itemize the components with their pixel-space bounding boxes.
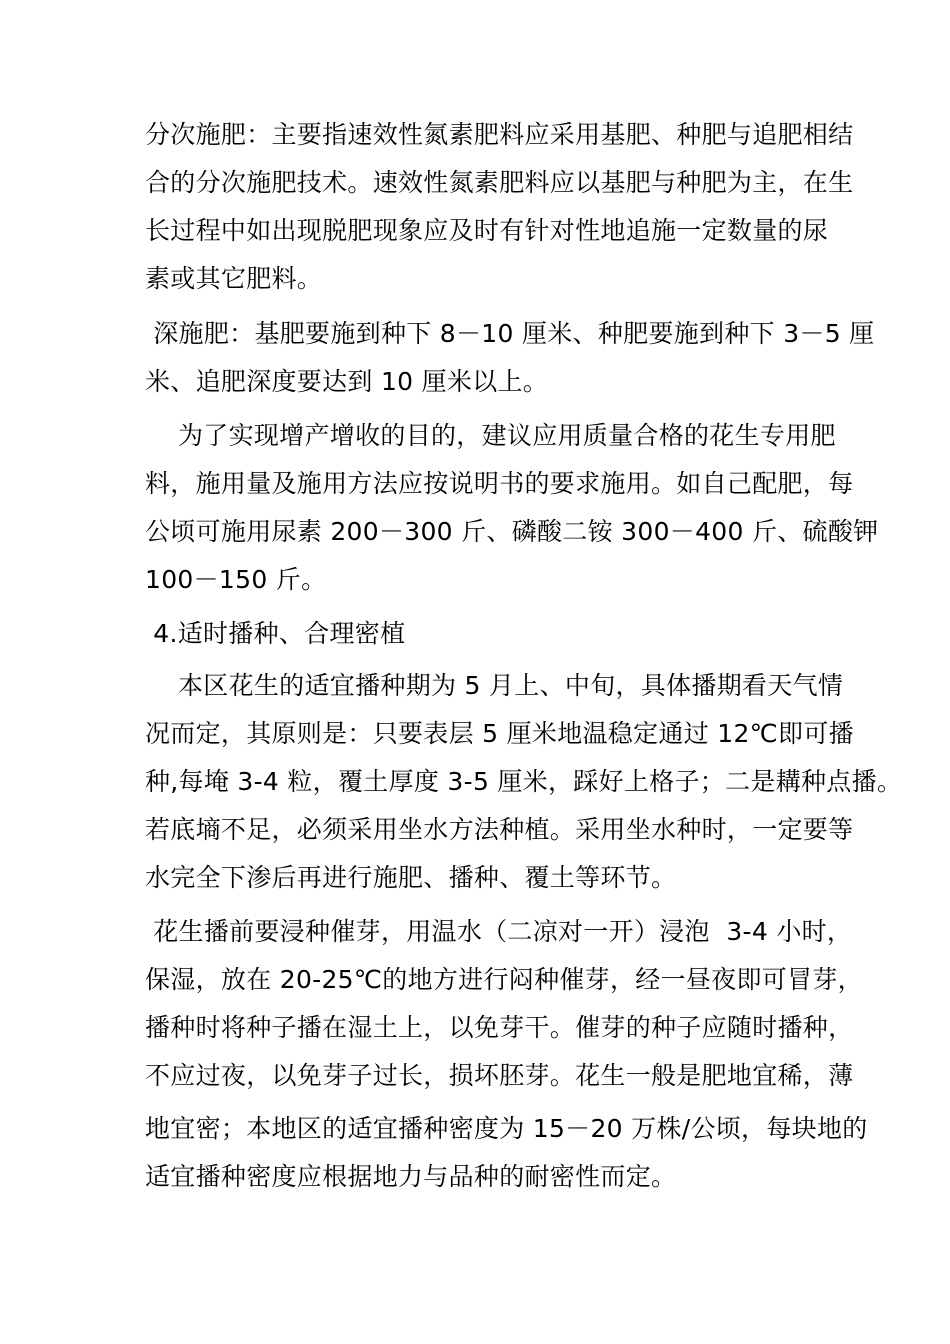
text-line: 分次施肥：主要指速效性氮素肥料应采用基肥、种肥与追肥相结 [145, 120, 854, 149]
text-line: 保湿，放在 20-25℃的地方进行闷种催芽，经一昼夜即可冒芽， [145, 965, 863, 994]
text-line: 深施肥：基肥要施到种下 8－10 厘米、种肥要施到种下 3－5 厘 [145, 319, 875, 348]
text-line: 不应过夜，以免芽子过长，损坏胚芽。花生一般是肥地宜稀，薄 [145, 1061, 854, 1090]
text-line: 水完全下渗后再进行施肥、播种、覆土等环节。 [145, 863, 677, 892]
text-line: 长过程中如出现脱肥现象应及时有针对性地追施一定数量的尿 [145, 216, 829, 245]
text-line: 为了实现增产增收的目的，建议应用质量合格的花生专用肥 [145, 421, 836, 450]
text-line: 适宜播种密度应根据地力与品种的耐密性而定。 [145, 1162, 677, 1191]
text-line: 播种时将种子播在湿土上，以免芽干。催芽的种子应随时播种， [145, 1013, 854, 1042]
text-line: 花生播前要浸种催芽，用温水（二凉对一开）浸泡 3-4 小时， [145, 917, 853, 946]
text-line: 种,每埯 3-4 粒，覆土厚度 3-5 厘米，踩好上格子；二是耩种点播。 [145, 767, 903, 796]
text-line: 100－150 斤。 [145, 565, 327, 594]
text-line: 料，施用量及施用方法应按说明书的要求施用。如自己配肥，每 [145, 469, 854, 498]
text-line: 地宜密；本地区的适宜播种密度为 15－20 万株/公顷，每块地的 [145, 1114, 868, 1143]
text-line: 米、追肥深度要达到 10 厘米以上。 [145, 367, 549, 396]
text-line: 合的分次施肥技术。速效性氮素肥料应以基肥与种肥为主，在生 [145, 168, 854, 197]
text-line: 素或其它肥料。 [145, 264, 323, 293]
text-line: 公顷可施用尿素 200－300 斤、磷酸二铵 300－400 斤、硫酸钾 [145, 517, 879, 546]
section-heading: 4.适时播种、合理密植 [145, 619, 406, 648]
text-line: 若底墒不足，必须采用坐水方法种植。采用坐水种时，一定要等 [145, 815, 854, 844]
text-line: 本区花生的适宜播种期为 5 月上、中旬，具体播期看天气情 [145, 671, 844, 700]
text-line: 况而定，其原则是：只要表层 5 厘米地温稳定通过 12℃即可播 [145, 719, 854, 748]
